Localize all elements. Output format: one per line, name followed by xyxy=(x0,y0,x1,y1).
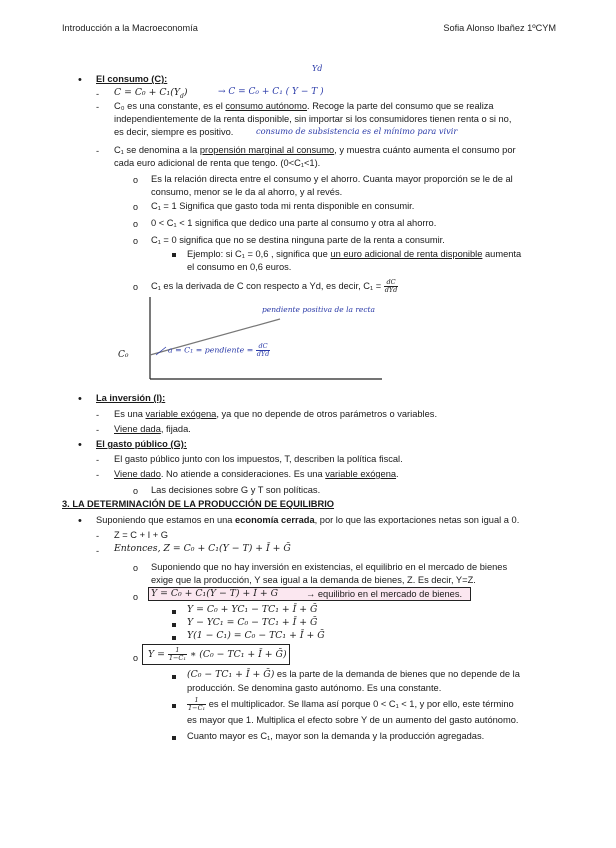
section-3-title: 3. LA DETERMINACIÓN DE LA PRODUCCIÓN DE EQUILIBRIO xyxy=(62,499,335,509)
ejemplo-line2: el consumo en 0,6 euros. xyxy=(187,262,292,272)
last-line: Cuanto mayor es C₁, mayor son la demanda y la producción agregadas. xyxy=(187,731,485,741)
circle-bullet-icon: o xyxy=(133,282,139,292)
circle-bullet-icon: o xyxy=(133,175,139,185)
c1-eq1: C₁ = 1 Significa que gasto toda mi renta disponible en consumir. xyxy=(151,201,415,211)
square-bullet-icon xyxy=(172,704,176,708)
c1-lt1: 0 < C₁ < 1 significa que dedico una parte al consumo y otra al ahorro. xyxy=(151,218,437,228)
dash-icon: - xyxy=(96,102,100,112)
c0-line1: C₀ es una constante, es el consumo autónomo. Recoge la parte del consumo que se realiza xyxy=(114,101,494,111)
bullet-icon: • xyxy=(78,439,82,451)
inversion-title: La inversión (I): xyxy=(96,393,166,403)
equilibrium-box xyxy=(148,587,471,601)
square-bullet-icon xyxy=(172,253,176,257)
circle-bullet-icon: o xyxy=(133,653,139,663)
square-bullet-icon xyxy=(172,623,176,627)
gasto-line2: Viene dado. No atiende a consideraciones. Es una variable exógena. xyxy=(114,469,399,479)
step-1: Y = C₀ + YC₁ − TC₁ + Ī + Ḡ xyxy=(187,604,318,615)
circle-bullet-icon: o xyxy=(133,563,139,573)
hw-graph-note: a = C₁ = pendiente = $\frac{dC}{\text{dYd}}$ xyxy=(168,342,270,358)
equilibrium-arrow-text: → equilibrio en el mercado de bienes. xyxy=(306,589,463,599)
c0-line2: independientemente de la renta disponible, sin importar si los consumidores tienen renta o si no, xyxy=(114,114,512,124)
gasto-autonomo-line1: (C₀ − TC₁ + Ī + Ḡ) es la parte de la demanda de bienes que no depende de la xyxy=(187,669,520,680)
section3-intro: Suponiendo que estamos en una economía cerrada, por lo que las exportaciones netas son igual a 0. xyxy=(96,515,520,525)
header-course: Introducción a la Macroeconomía xyxy=(62,23,198,33)
bullet-icon: • xyxy=(78,515,82,527)
graph-c0-label: C₀ xyxy=(118,350,129,360)
multiplicador-line2: es mayor que 1. Multiplica el efecto sobre Y de un aumento del gasto autónomo. xyxy=(187,715,519,725)
dash-icon: - xyxy=(96,89,100,99)
hw-graph-slope: pendiente positiva de la recta xyxy=(262,305,376,314)
c1-line2: cada euro adicional de renta que tengo. (0<C₁<1). xyxy=(114,158,321,168)
dash-icon: - xyxy=(96,470,100,480)
inversion-line2: Viene dada, fijada. xyxy=(114,424,191,434)
rel-line1: Es la relación directa entre el consumo y el ahorro. Cuanta mayor proporción se le de al xyxy=(151,174,513,184)
c0-line3: es decir, siempre es positivo. xyxy=(114,127,234,137)
header-author: Sofia Alonso Ibañez 1ºCYM xyxy=(443,23,556,33)
dash-icon: - xyxy=(96,410,100,420)
equilibrium-line2: exige que la producción, Y sea igual a la demanda de bienes, Z. Es decir, Y=Z. xyxy=(151,575,476,585)
circle-bullet-icon: o xyxy=(133,236,139,246)
c1-eq0: C₁ = 0 significa que no se destina ninguna parte de la renta a consumir. xyxy=(151,235,445,245)
multiplicador-line1: $\frac{1}{\text{1−C₁}}$ es el multiplicador. Se llama así porque 0 < C₁ < 1, y por ello, este término xyxy=(188,696,514,712)
ejemplo-line1: Ejemplo: si C₁ = 0,6 , significa que un euro adicional de renta disponible aumenta xyxy=(187,249,522,259)
inversion-line1: Es una variable exógena, ya que no depende de otros parámetros o variables. xyxy=(114,409,438,419)
derivada-line: C₁ es la derivada de C con respecto a Yd, es decir, C₁ = $\frac{dC}{\text{dYd}}$ xyxy=(151,278,398,294)
dash-icon: - xyxy=(96,546,100,556)
bullet-icon: • xyxy=(78,74,82,86)
z-definition: Z = C + I + G xyxy=(114,530,168,540)
equilibrium-line1: Suponiendo que no hay inversión en existencias, el equilibrio en el mercado de bienes xyxy=(151,562,508,572)
c1-line1: C₁ se denomina a la propensión marginal al consumo, y muestra cuánto aumenta el consumo por xyxy=(114,145,516,155)
circle-bullet-icon: o xyxy=(133,592,139,602)
final-equation: Y = $\frac{1}{\text{1−C₁}}$ ∗ (C₀ − TC₁ + Ī + Ḡ) xyxy=(148,646,287,662)
dash-icon: - xyxy=(96,146,100,156)
square-bullet-icon xyxy=(172,610,176,614)
gasto-autonomo-line2: producción. Se denomina gasto autónomo. Es una constante. xyxy=(187,683,442,693)
gasto-line1: El gasto público junto con los impuestos, T, describen la política fiscal. xyxy=(114,454,403,464)
step-3: Y(1 − C₁) = C₀ − TC₁ + Ī + Ḡ xyxy=(187,630,325,641)
dash-icon: - xyxy=(96,531,100,541)
circle-bullet-icon: o xyxy=(133,219,139,229)
hw-formula: → C = C₀ + C₁ ( Y − T ) xyxy=(218,87,324,97)
circle-bullet-icon: o xyxy=(133,486,139,496)
dash-icon: - xyxy=(96,455,100,465)
hw-yd: Yd xyxy=(312,64,323,73)
hw-c0-note: consumo de subsistencia es el mínimo para vivir xyxy=(256,126,458,136)
bullet-icon: • xyxy=(78,393,82,405)
gasto-line3: Las decisiones sobre G y T son políticas. xyxy=(151,485,321,495)
step-2: Y − YC₁ = C₀ − TC₁ + Ī + Ḡ xyxy=(187,617,318,628)
equilibrium-equation: Y = C₀ + C₁(Y − T) + Ī + Ḡ xyxy=(151,588,279,599)
gasto-title: El gasto público (G): xyxy=(96,439,187,449)
circle-bullet-icon: o xyxy=(133,202,139,212)
square-bullet-icon xyxy=(172,636,176,640)
dash-icon: - xyxy=(96,425,100,435)
consumo-title: El consumo (C): xyxy=(96,74,168,84)
consumo-formula: $C = C_0 + C_1(Y_d)$ xyxy=(114,87,188,100)
rel-line2: consumo, menor se le da al ahorro, y al revés. xyxy=(151,187,343,197)
square-bullet-icon xyxy=(172,675,176,679)
square-bullet-icon xyxy=(172,736,176,740)
z-expanded: Entonces, Z = C₀ + C₁(Y − T) + Ī + Ḡ xyxy=(114,543,291,554)
